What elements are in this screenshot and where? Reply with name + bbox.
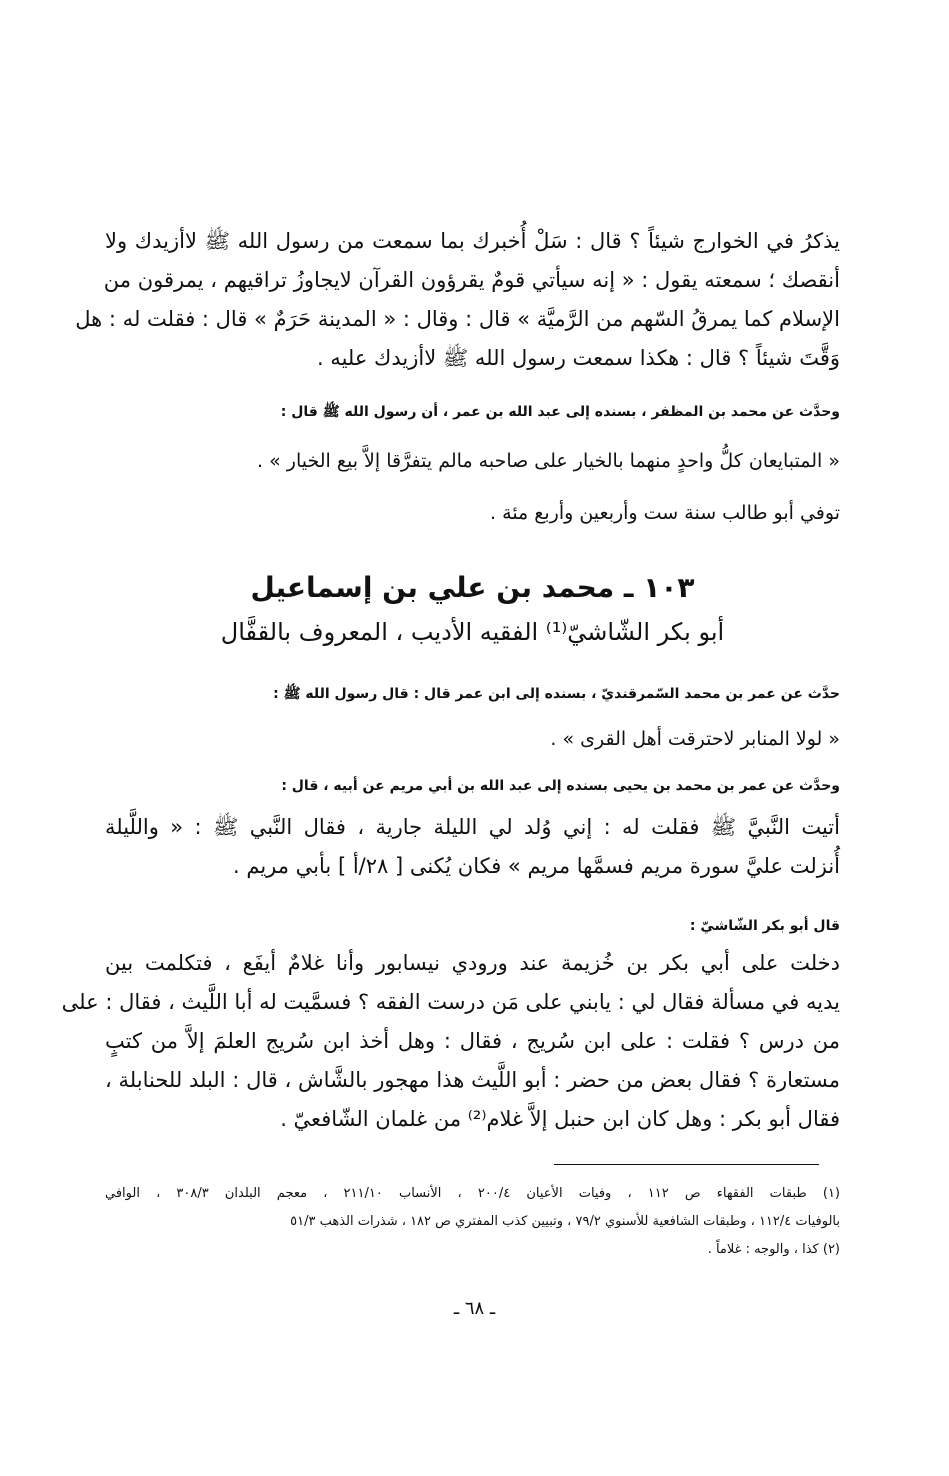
hadith-3-text-block <box>105 808 840 886</box>
page-number: ـ ٦٨ ـ <box>453 1298 496 1319</box>
hadith-3 <box>105 774 840 798</box>
paragraph-line: أنقصك ؛ سمعته يقول : « إنه سيأتي قومٌ يقرؤون القرآن لايجاوزُ تراقيهم ، يمرقون من <box>103 268 840 292</box>
story-paragraph <box>61 944 840 1139</box>
hadith-chain: وحدَّث عن محمد بن المظفر ، بسنده إلى عبد الله بن عمر ، أن رسول الله ﷺ قال : <box>280 404 840 420</box>
story-intro-block <box>105 914 840 938</box>
entry-title: ١٠٣ ـ محمد بن علي بن إسماعيل <box>250 571 695 604</box>
hadith-text: « المتبايعان كلُّ واحدٍ منهما بالخيار على صاحبه مالم يتفرَّقا إلاَّ بيع الخيار » . <box>257 450 840 472</box>
hadith-chain: حدَّث عن عمر بن محمد السّمرقنديّ ، بسنده إلى ابن عمر قال : قال رسول الله ﷺ : <box>273 686 840 702</box>
hadith-2-text-block <box>105 722 840 756</box>
paragraph-line: وَقَّتَ شيئاً ؟ قال : هكذا سمعت رسول الله ﷺ لاأزيدك عليه . <box>316 346 840 370</box>
death-note: توفي أبو طالب سنة ست وأربعين وأربع مئة . <box>490 502 840 524</box>
hadith-1-text-block <box>105 444 840 478</box>
entry-subtitle: أبو بكر الشّاشيّ⁽¹⁾ الفقيه الأديب ، المعروف بالقفَّال <box>220 618 725 646</box>
hadith-2 <box>105 682 840 706</box>
paragraph-line: الإسلام كما يمرقُ السّهم من الرَّميَّة » قال : وقال : « المدينة حَرَمٌ » قال : فقلت له : هل <box>75 307 840 331</box>
paragraph-line: يذكرُ في الخوارج شيئاً ؟ قال : سَلْ أُخبرك بما سمعت من رسول الله ﷺ لاأزيدك ولا <box>105 229 840 253</box>
paragraph-line: فقال أبو بكر : وهل كان ابن حنبل إلاَّ غلام⁽²⁾ من غلمان الشّافعيّ . <box>280 1107 840 1131</box>
paragraph-line: مستعارة ؟ فقال بعض من حضر : أبو اللَّيث هذا مهجور بالشَّاش ، قال : البلد للحنابلة ، <box>105 1068 840 1092</box>
hadith-text: « لولا المنابر لاحترقت أهل القرى » . <box>550 728 840 750</box>
story-intro: قال أبو بكر الشّاشيّ : <box>689 918 840 934</box>
paragraph-line: من درس ؟ فقلت : على ابن سُريج ، فقال : وهل أخذ ابن سُريج العلمَ إلاَّ من كتبٍ <box>105 1029 840 1053</box>
footnote-line: بالوفيات ١١٢/٤ ، وطبقات الشافعية للأسنوي ٧٩/٢ ، وتبيين كذب المفتري ص ١٨٢ ، شذرات الذهب ٥١/٣ <box>290 1214 840 1229</box>
footnote-divider <box>554 1164 819 1165</box>
hadith-text-line: أتيت النَّبيَّ ﷺ فقلت له : إني وُلد لي الليلة جارية ، فقال النَّبي ﷺ : « واللَّيلة <box>105 815 840 839</box>
paragraph-line: دخلت على أبي بكر بن خُزيمة عند ورودي نيسابور وأنا غلامٌ أيفَع ، فتكلمت بين <box>105 951 840 975</box>
footnotes <box>105 1180 840 1264</box>
hadith-1 <box>105 400 840 424</box>
opening-paragraph <box>75 222 840 378</box>
hadith-text-line: أُنزلت عليَّ سورة مريم فسمَّها مريم » فكان يُكنى [ ٢٨/أ ] بأبي مريم . <box>233 854 840 878</box>
footnote-line: (٢) كذا ، والوجه : غلاماً . <box>707 1242 840 1257</box>
death-note-block <box>105 496 840 530</box>
paragraph-line: يديه في مسألة فقال لي : يابني على مَن درست الفقه ؟ فسمَّيت له أبا اللَّيث ، فقال : على <box>61 990 840 1014</box>
footnote-line: (١) طبقات الفقهاء ص ١١٢ ، وفيات الأعيان ٢٠٠/٤ ، الأنساب ٢١١/١٠ ، معجم البلدان ٣٠٨/٣ ، الوافي <box>105 1186 840 1201</box>
hadith-chain: وحدَّث عن عمر بن محمد بن يحيى بسنده إلى عبد الله بن أبي مريم عن أبيه ، قال : <box>281 778 840 794</box>
